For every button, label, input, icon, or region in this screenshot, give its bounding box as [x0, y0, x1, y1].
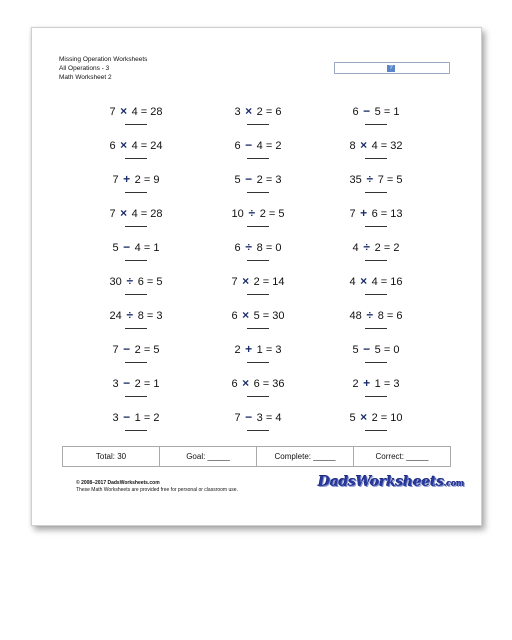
- operand-result: 2 = 1: [134, 378, 160, 390]
- problem-item: [81, 308, 191, 338]
- operand-result: 1 = 3: [374, 378, 400, 390]
- equation: [203, 172, 313, 187]
- problem-item: [81, 206, 191, 236]
- operator-symbol: ÷: [245, 240, 252, 254]
- problem-item: [321, 308, 431, 338]
- operator-symbol: −: [123, 410, 131, 424]
- problem-item: [81, 410, 191, 440]
- operand-left: 6: [231, 310, 238, 322]
- operand-left: 7: [109, 208, 116, 220]
- operand-result: 2 = 2: [374, 242, 400, 254]
- operand-result: 4 = 16: [371, 276, 403, 288]
- answer-blank[interactable]: [365, 430, 387, 431]
- answer-blank[interactable]: [125, 396, 147, 397]
- operand-result: 2 = 5: [134, 344, 160, 356]
- problem-item: [321, 342, 431, 372]
- problem-item: [203, 376, 313, 406]
- operand-result: 8 = 6: [377, 310, 403, 322]
- problem-item: [321, 172, 431, 202]
- equation: [81, 342, 191, 357]
- operand-left: 35: [349, 174, 362, 186]
- equation: [81, 240, 191, 255]
- equation: [81, 274, 191, 289]
- operator-symbol: +: [360, 206, 368, 220]
- problem-item: [321, 104, 431, 134]
- operator-symbol: ×: [120, 138, 128, 152]
- operand-left: 7: [112, 344, 119, 356]
- copyright-line: © 2008–2017 DadsWorksheets.com: [76, 480, 160, 486]
- complete-cell: Complete: _____: [257, 447, 354, 466]
- operand-result: 3 = 4: [256, 412, 282, 424]
- operand-result: 2 = 5: [259, 208, 285, 220]
- answer-blank[interactable]: [125, 124, 147, 125]
- answer-blank[interactable]: [125, 192, 147, 193]
- equation: [203, 308, 313, 323]
- operand-result: 2 = 6: [256, 106, 282, 118]
- operator-symbol: −: [123, 240, 131, 254]
- equation: [203, 342, 313, 357]
- problem-item: [81, 172, 191, 202]
- operand-left: 7: [231, 276, 238, 288]
- operator-symbol: ×: [120, 206, 128, 220]
- operator-symbol: ÷: [363, 240, 370, 254]
- operator-symbol: ×: [360, 274, 368, 288]
- operand-result: 4 = 28: [131, 106, 163, 118]
- operand-left: 48: [349, 310, 362, 322]
- operator-symbol: −: [123, 342, 131, 356]
- answer-blank[interactable]: [125, 226, 147, 227]
- problem-item: [203, 172, 313, 202]
- operand-left: 3: [234, 106, 241, 118]
- operand-left: 6: [234, 242, 241, 254]
- operator-symbol: −: [245, 138, 253, 152]
- operator-symbol: ÷: [366, 308, 374, 322]
- operand-result: 2 = 14: [253, 276, 285, 288]
- equation: [203, 274, 313, 289]
- equation: [81, 308, 191, 323]
- problem-item: [203, 240, 313, 270]
- operand-left: 6: [352, 106, 359, 118]
- operator-symbol: −: [123, 376, 131, 390]
- worksheet-title: Missing Operation Worksheets: [59, 56, 148, 63]
- operator-symbol: ÷: [366, 172, 374, 186]
- answer-blank[interactable]: [247, 260, 269, 261]
- operator-symbol: +: [123, 172, 131, 186]
- equation: [203, 206, 313, 221]
- answer-blank[interactable]: [125, 260, 147, 261]
- copyright-notice: [76, 480, 238, 494]
- answer-blank[interactable]: [125, 294, 147, 295]
- worksheet-number: Math Worksheet 2: [59, 74, 112, 81]
- answer-blank[interactable]: [247, 328, 269, 329]
- operand-result: 6 = 5: [137, 276, 163, 288]
- equation: [321, 308, 431, 323]
- operand-left: 6: [109, 140, 116, 152]
- equation: [81, 172, 191, 187]
- answer-blank[interactable]: [247, 396, 269, 397]
- operand-result: 4 = 32: [371, 140, 403, 152]
- operand-result: 6 = 13: [371, 208, 403, 220]
- equation: [203, 410, 313, 425]
- problem-item: [321, 240, 431, 270]
- equation: [203, 104, 313, 119]
- total-cell: Total: 30: [63, 447, 160, 466]
- operator-symbol: −: [245, 410, 253, 424]
- operand-result: 2 = 10: [371, 412, 403, 424]
- answer-blank[interactable]: [365, 328, 387, 329]
- answer-key-icon[interactable]: ?: [387, 65, 395, 72]
- answer-blank[interactable]: [365, 158, 387, 159]
- operand-left: 2: [234, 344, 241, 356]
- operand-result: 5 = 1: [374, 106, 400, 118]
- operator-symbol: ÷: [126, 308, 134, 322]
- equation: [321, 342, 431, 357]
- operator-symbol: −: [245, 172, 253, 186]
- equation: [321, 206, 431, 221]
- operand-result: 5 = 30: [253, 310, 285, 322]
- logo-brand: DadsWorksheets: [318, 474, 444, 490]
- operator-symbol: ÷: [126, 274, 134, 288]
- operand-result: 1 = 3: [256, 344, 282, 356]
- operand-left: 6: [234, 140, 241, 152]
- problem-item: [203, 274, 313, 304]
- operand-left: 7: [109, 106, 116, 118]
- worksheet-subtitle: All Operations - 3: [59, 65, 110, 72]
- operand-result: 2 = 9: [134, 174, 160, 186]
- operator-symbol: ×: [245, 104, 253, 118]
- operand-result: 5 = 0: [374, 344, 400, 356]
- usage-note: These Math Worksheets are provided free for personal or classroom use.: [76, 487, 238, 493]
- answer-blank[interactable]: [365, 294, 387, 295]
- answer-blank[interactable]: [365, 260, 387, 261]
- answer-blank[interactable]: [365, 124, 387, 125]
- operand-left: 5: [352, 344, 359, 356]
- answer-blank[interactable]: [365, 362, 387, 363]
- answer-blank[interactable]: [125, 430, 147, 431]
- operand-result: 4 = 2: [256, 140, 282, 152]
- answer-blank[interactable]: [247, 158, 269, 159]
- operand-left: 4: [349, 276, 356, 288]
- operator-symbol: +: [245, 342, 253, 356]
- problem-item: [81, 274, 191, 304]
- equation: [81, 138, 191, 153]
- operand-result: 6 = 36: [253, 378, 285, 390]
- answer-blank[interactable]: [247, 192, 269, 193]
- answer-blank[interactable]: [247, 294, 269, 295]
- problem-item: [81, 376, 191, 406]
- equation: [81, 376, 191, 391]
- answer-blank[interactable]: [125, 158, 147, 159]
- operand-result: 7 = 5: [377, 174, 403, 186]
- operator-symbol: ×: [360, 410, 368, 424]
- score-table: [62, 446, 451, 467]
- operand-result: 8 = 3: [137, 310, 163, 322]
- problem-item: [81, 342, 191, 372]
- operator-symbol: ×: [242, 308, 250, 322]
- problem-item: [203, 308, 313, 338]
- problem-item: [321, 274, 431, 304]
- name-field[interactable]: [334, 62, 450, 74]
- problem-item: [321, 138, 431, 168]
- operator-symbol: −: [363, 104, 371, 118]
- operand-left: 30: [109, 276, 122, 288]
- operand-left: 6: [231, 378, 238, 390]
- equation: [81, 410, 191, 425]
- equation: [203, 240, 313, 255]
- answer-blank[interactable]: [247, 362, 269, 363]
- problem-item: [203, 104, 313, 134]
- operator-symbol: ÷: [248, 206, 256, 220]
- answer-blank[interactable]: [247, 430, 269, 431]
- problem-item: [81, 240, 191, 270]
- problem-item: [81, 138, 191, 168]
- answer-blank[interactable]: [125, 328, 147, 329]
- equation: [321, 274, 431, 289]
- equation: [81, 104, 191, 119]
- answer-blank[interactable]: [125, 362, 147, 363]
- equation: [321, 240, 431, 255]
- worksheet-header: [59, 55, 147, 82]
- operator-symbol: ×: [120, 104, 128, 118]
- problem-item: [203, 138, 313, 168]
- equation: [321, 376, 431, 391]
- problem-item: [203, 206, 313, 236]
- operand-result: 4 = 1: [134, 242, 160, 254]
- problem-item: [321, 410, 431, 440]
- problem-item: [81, 104, 191, 134]
- operator-symbol: +: [363, 376, 371, 390]
- dadsworksheets-logo: [318, 474, 464, 490]
- equation: [203, 138, 313, 153]
- operand-left: 10: [231, 208, 244, 220]
- answer-blank[interactable]: [365, 396, 387, 397]
- operand-left: 3: [112, 412, 119, 424]
- operand-left: 5: [112, 242, 119, 254]
- operand-left: 8: [349, 140, 356, 152]
- operator-symbol: ×: [360, 138, 368, 152]
- operand-left: 3: [112, 378, 119, 390]
- equation: [321, 138, 431, 153]
- operator-symbol: ×: [242, 376, 250, 390]
- operand-left: 4: [352, 242, 359, 254]
- equation: [321, 172, 431, 187]
- correct-cell: Correct: _____: [375, 452, 429, 461]
- operand-result: 8 = 0: [256, 242, 282, 254]
- answer-blank[interactable]: [365, 226, 387, 227]
- logo-domain: .com: [443, 478, 465, 488]
- problem-item: [321, 206, 431, 236]
- answer-blank[interactable]: [365, 192, 387, 193]
- problem-item: [321, 376, 431, 406]
- operand-left: 2: [352, 378, 359, 390]
- operand-left: 5: [349, 412, 356, 424]
- equation: [81, 206, 191, 221]
- answer-blank[interactable]: [247, 124, 269, 125]
- operand-left: 7: [112, 174, 119, 186]
- operand-left: 7: [234, 412, 241, 424]
- answer-blank[interactable]: [247, 226, 269, 227]
- operand-result: 1 = 2: [134, 412, 160, 424]
- operator-symbol: −: [363, 342, 371, 356]
- operand-left: 7: [349, 208, 356, 220]
- operand-left: 5: [234, 174, 241, 186]
- equation: [203, 376, 313, 391]
- equation: [321, 410, 431, 425]
- equation: [321, 104, 431, 119]
- goal-cell: Goal: _____: [160, 447, 257, 466]
- problem-item: [203, 410, 313, 440]
- operand-result: 2 = 3: [256, 174, 282, 186]
- problem-item: [203, 342, 313, 372]
- operand-result: 4 = 28: [131, 208, 163, 220]
- operator-symbol: ×: [242, 274, 250, 288]
- operand-result: 4 = 24: [131, 140, 163, 152]
- operand-left: 24: [109, 310, 122, 322]
